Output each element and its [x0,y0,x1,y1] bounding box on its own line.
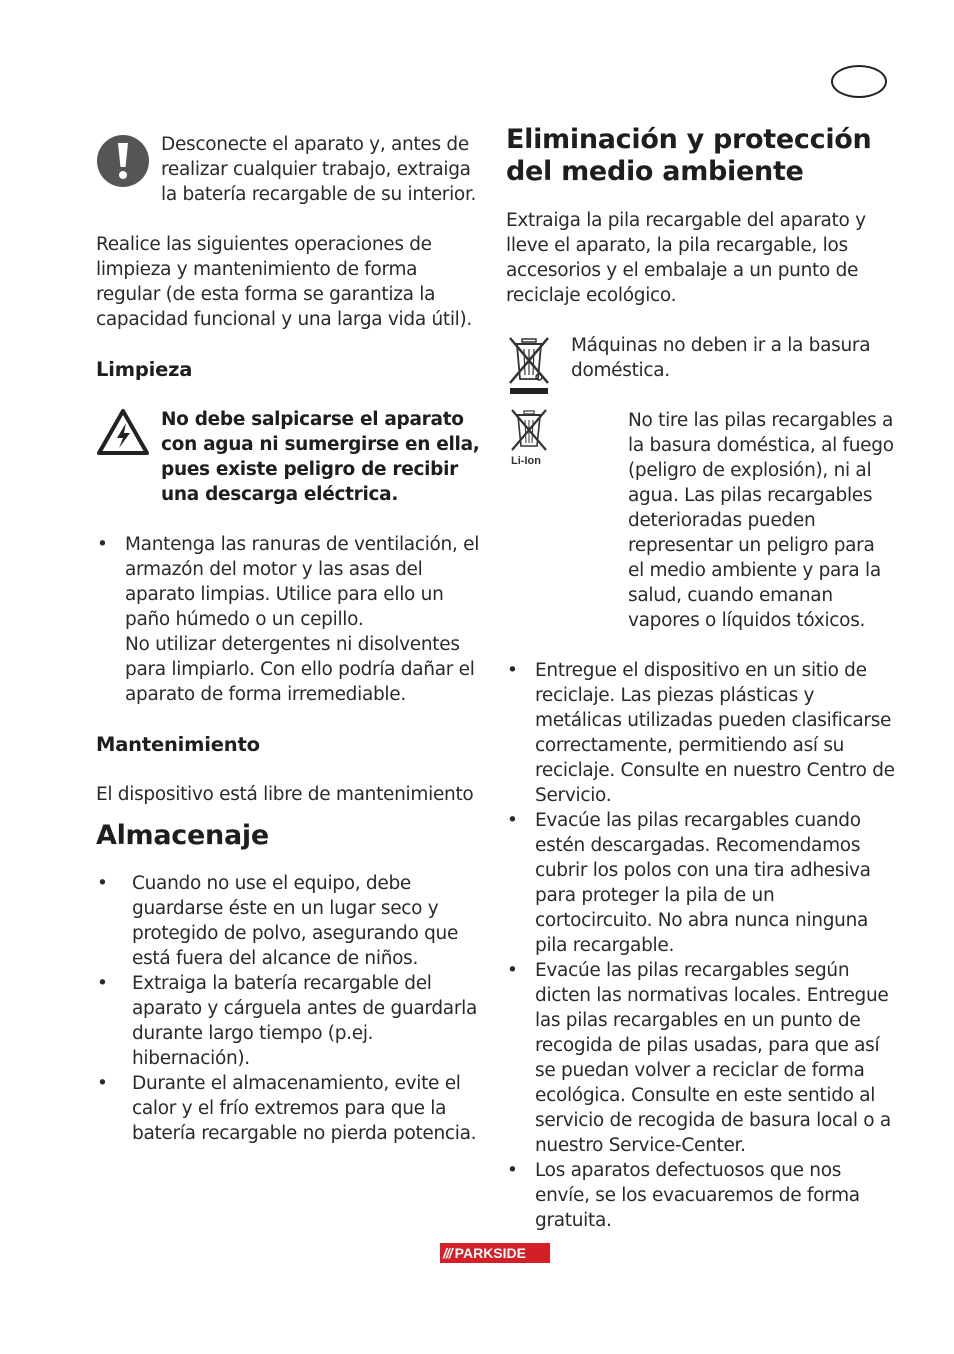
liion-bin-icon-wrap [506,408,552,467]
brand-mark: /// [443,1245,452,1261]
bullet-glyph: • [507,1160,518,1181]
bullet-glyph: • [97,973,108,994]
disposal-intro: Extraiga la pila recargable del aparato y lleve el aparato, la pila recargable, los accesorios y el embalaje a un punto de reciclaje ecológico. [506,210,866,306]
liion-label: Li-Ion [511,455,541,467]
disposal-bullet-text: Entregue el dispositivo en un sitio de reciclaje. Las piezas plásticas y metálicas utilizadas pueden clasificarse correctamente, permitiendo así su reciclaje. Consulte en nuestro Centro de Servicio. [535,660,895,806]
disposal-bullet-text: Evacúe las pilas recargables según dicten las normativas locales. Entregue las pilas recargables en un punto de recogida de pilas usadas, para que así se puedan volver a reciclar de forma ecológica. Consulte en este sentido al servicio de recogida de basura local o a nuestro Service-Center. [535,960,891,1156]
disposal-heading [506,124,896,188]
crossed-out-bin-icon [506,408,552,452]
cleaning-bullet-extra: No utilizar detergentes ni disolventes para limpiarlo. Con ello podría dañar el aparato de forma irremediable. [125,634,475,705]
disposal-heading-line: Eliminación y protección [506,124,872,155]
list-item [506,1158,896,1233]
cleaning-warning-text: No debe salpicarse el aparato con agua ni sumergirse en ella, pues existe peligro de recibir una descarga eléctrica. [161,409,480,505]
cleaning-bullet-text: Mantenga las ranuras de ventilación, el armazón del motor y las asas del aparato limpias. Utilice para ello un paño húmedo o un cepillo. [125,534,480,630]
battery-disposal-block [506,408,896,633]
bullet-glyph: • [97,873,108,894]
brand-name: PARKSIDE [454,1245,526,1261]
list-item [506,958,896,1158]
exclamation-icon [96,134,150,188]
left-column [96,132,486,1146]
maintenance-heading: Mantenimiento [96,733,260,756]
storage-list [96,871,486,1146]
list-item [96,971,486,1071]
bullet-glyph: • [507,810,518,831]
electric-shock-warning-icon [96,407,150,457]
list-item [506,658,896,808]
bullet-glyph: • [507,960,518,981]
maintenance-text: El dispositivo está libre de mantenimiento [96,784,474,805]
disposal-list [506,658,896,1233]
storage-bullet-text: Cuando no use el equipo, debe guardarse éste en un lugar seco y protegido de polvo, asegurando que está fuera del alcance de niños. [132,873,459,969]
storage-bullet-text: Durante el almacenamiento, evite el calor y el frío extremos para que la batería recargable no pierda potencia. [132,1073,477,1144]
cleaning-list [96,532,486,707]
disposal-bullet-text: Evacúe las pilas recargables cuando estén descargadas. Recomendamos cubrir los polos con una tira adhesiva para proteger la pila de un cortocircuito. No abra nunca ninguna pila recargable. [535,810,871,956]
intro-warning-block [96,132,486,207]
disposal-heading-line: del medio ambiente [506,156,804,187]
storage-bullet-text: Extraiga la batería recargable del aparato y cárguela antes de guardarla durante largo tiempo (p.ej. hibernación). [132,973,478,1069]
battery-disposal-text: No tire las pilas recargables a la basura doméstica, al fuego (peligro de explosión), ni al agua. Las pilas recargables deterioradas pueden representar un peligro para el medio ambiente y para la salud, cuando emanan vapores o líquidos tóxicos. [628,410,894,631]
list-item [96,1071,486,1146]
bullet-glyph: • [507,660,518,681]
maintenance-intro: Realice las siguientes operaciones de limpieza y mantenimiento de forma regular (de esta forma se garantiza la capacidad funcional y una larga vida útil). [96,234,472,330]
crossed-out-bin-icon [506,335,552,397]
disposal-bullet-text: Los aparatos defectuosos que nos envíe, se los evacuaremos de forma gratuita. [535,1160,860,1231]
storage-heading: Almacenaje [96,820,269,851]
page-language-badge [831,65,887,98]
parkside-logo [440,1243,550,1263]
weee-text: Máquinas no deben ir a la basura doméstica. [571,335,871,381]
cleaning-heading: Limpieza [96,358,193,381]
bullet-glyph: • [97,534,108,555]
cleaning-warning-block [96,407,486,507]
list-item [96,871,486,971]
right-column [506,124,896,1233]
list-item [506,808,896,958]
bullet-glyph: • [97,1073,108,1094]
weee-block [506,333,896,395]
intro-warning-text: Desconecte el aparato y, antes de realizar cualquier trabajo, extraiga la batería recargable de su interior. [161,134,477,205]
list-item [96,532,486,707]
